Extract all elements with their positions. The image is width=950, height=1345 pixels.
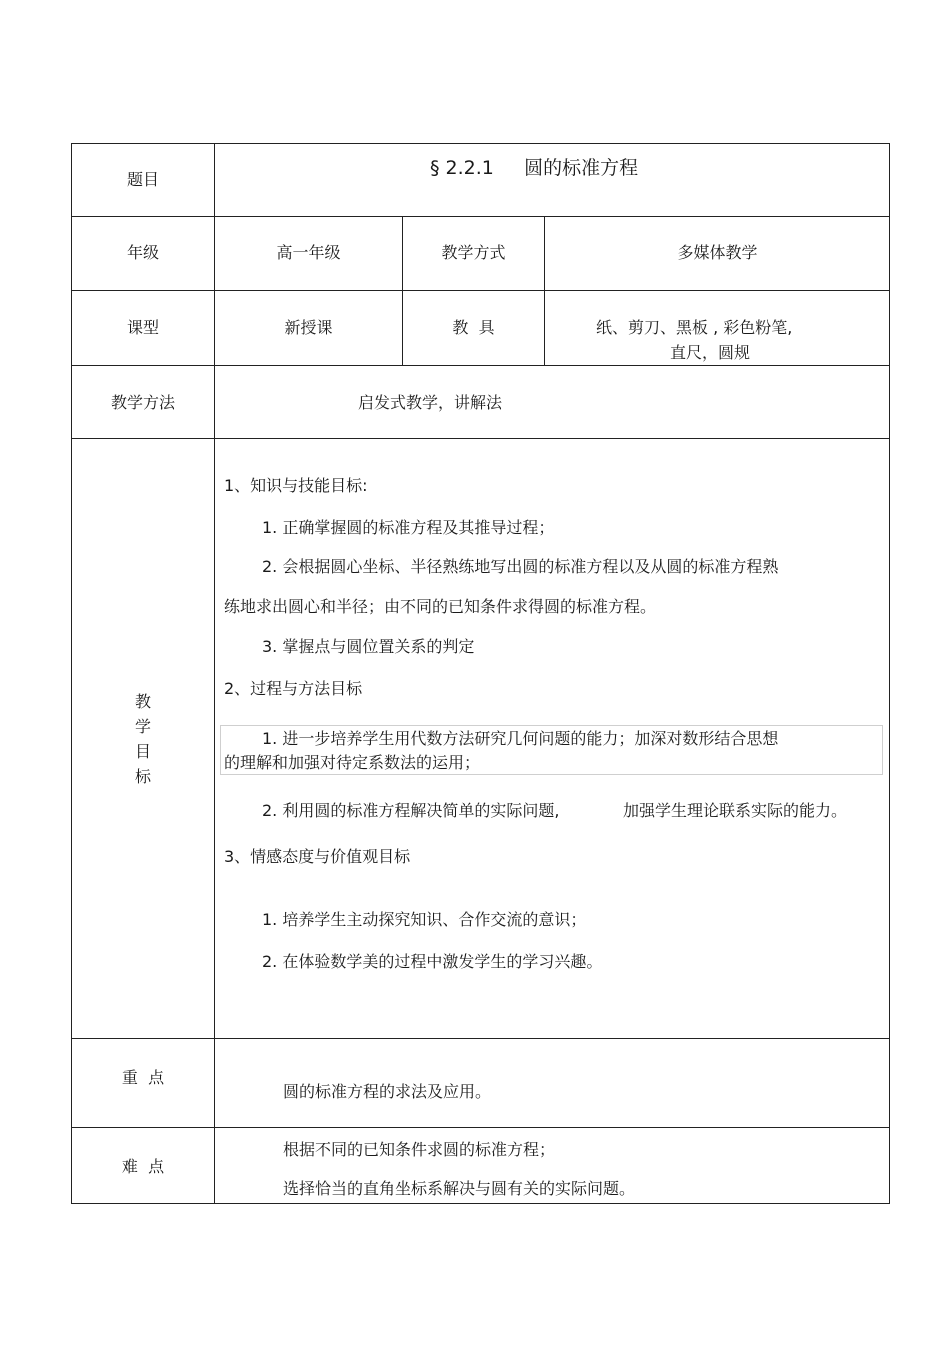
objective-item: 3. 掌握点与圆位置关系的判定 (262, 637, 475, 656)
lesson-type-value: 新授课 (284, 318, 333, 337)
row-divider (71, 290, 890, 291)
column-divider (544, 216, 545, 365)
objective-item-continued: 练地求出圆心和半径；由不同的已知条件求得圆的标准方程。 (224, 597, 657, 616)
row-divider (71, 216, 890, 217)
objective-item-continued: 的理解和加强对待定系数法的运用； (224, 753, 481, 772)
objective-item: 1. 进一步培养学生用代数方法研究几何问题的能力；加深对数形结合思想 (262, 729, 779, 748)
lesson-title: § 2.2.1 圆的标准方程 (430, 157, 639, 179)
grade-value: 高一年级 (276, 243, 341, 262)
row-divider (71, 1038, 890, 1039)
objective-item: 2. 会根据圆心坐标、半径熟练地写出圆的标准方程以及从圆的标准方程熟 (262, 557, 779, 576)
difficulty-line1: 根据不同的已知条件求圆的标准方程； (283, 1140, 556, 1159)
objective-heading: 2、过程与方法目标 (224, 679, 363, 698)
key-point-value: 圆的标准方程的求法及应用。 (283, 1082, 492, 1101)
objective-item: 2. 利用圆的标准方程解决简单的实际问题, (262, 801, 560, 820)
objectives-label-char: 教 (134, 692, 151, 711)
objective-item: 1. 培养学生主动探究知识、合作交流的意识； (262, 910, 587, 929)
difficulty-line2: 选择恰当的直角坐标系解决与圆有关的实际问题。 (283, 1179, 636, 1198)
teaching-tools-label: 教 具 (452, 318, 495, 337)
objectives-label-char: 标 (134, 767, 151, 786)
difficulty-label: 难 点 (121, 1157, 165, 1176)
objectives-label-char: 学 (134, 717, 151, 736)
lesson-plan-table (71, 143, 890, 1204)
teaching-mode-value: 多媒体教学 (677, 243, 758, 262)
title-label: 题目 (126, 170, 159, 189)
objective-item: 2. 在体验数学美的过程中激发学生的学习兴趣。 (262, 952, 603, 971)
teaching-tools-line1: 纸、剪刀、黑板 , 彩色粉笔, (596, 318, 793, 337)
teaching-method-value: 启发式教学，讲解法 (358, 393, 503, 412)
teaching-method-label: 教学方法 (110, 393, 175, 412)
row-divider (71, 438, 890, 439)
row-divider (71, 1127, 890, 1128)
teaching-mode-label: 教学方式 (441, 243, 506, 262)
objective-item: 1. 正确掌握圆的标准方程及其推导过程； (262, 518, 555, 537)
teaching-tools-line2: 直尺，圆规 (670, 343, 751, 362)
lesson-type-label: 课型 (126, 318, 159, 337)
column-divider (402, 216, 403, 365)
objectives-label-char: 目 (134, 742, 151, 761)
label-column-divider (214, 143, 215, 1204)
objective-heading: 3、情感态度与价值观目标 (224, 847, 411, 866)
grade-label: 年级 (126, 243, 159, 262)
objective-item-tail: 加强学生理论联系实际的能力。 (623, 801, 848, 820)
objective-heading: 1、知识与技能目标: (224, 476, 368, 495)
row-divider (71, 365, 890, 366)
key-point-label: 重 点 (121, 1068, 165, 1087)
